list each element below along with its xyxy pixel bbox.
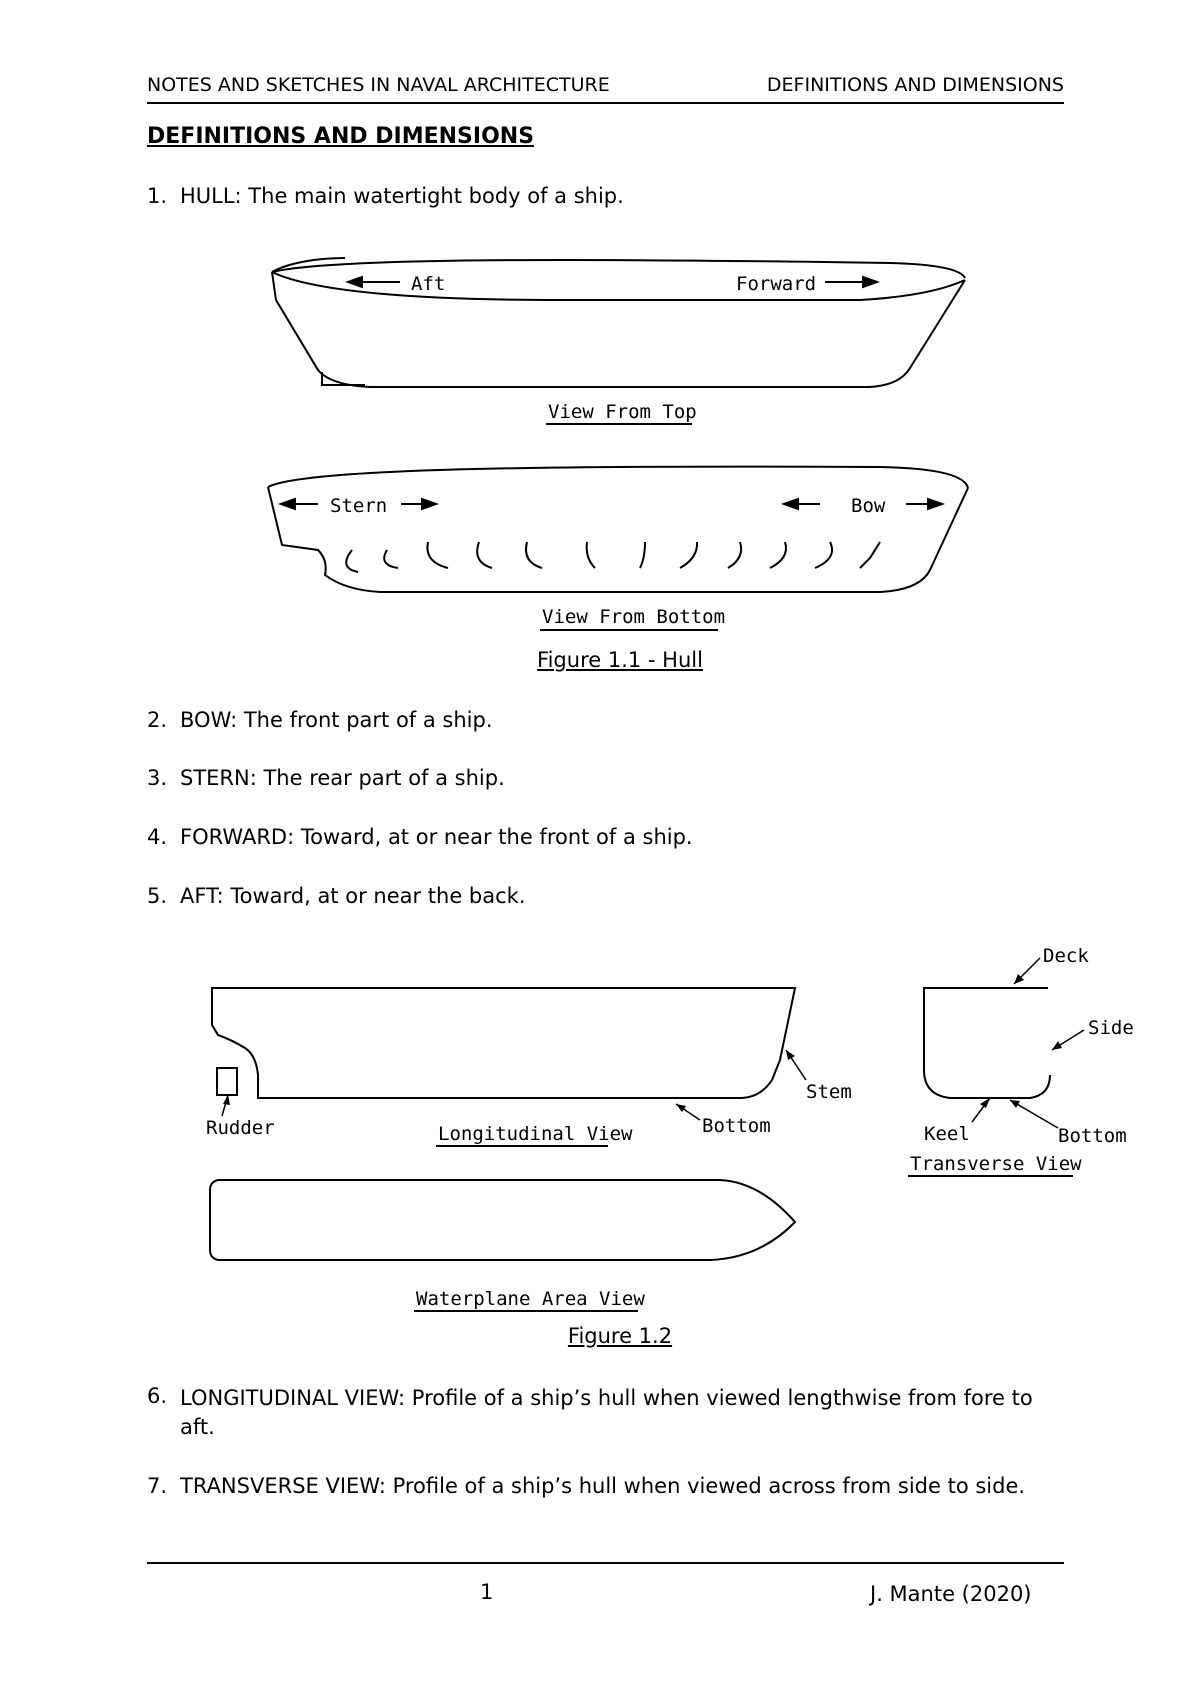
side-label: Side <box>1088 1017 1134 1039</box>
page-number: 1 <box>480 1580 494 1604</box>
view-top-label: View From Top <box>548 401 697 423</box>
bottom2-label: Bottom <box>1058 1125 1127 1147</box>
item-number: 3. <box>147 766 168 790</box>
footer-rule <box>147 1562 1064 1564</box>
bottom-label: Bottom <box>702 1115 771 1137</box>
item-text: LONGITUDINAL VIEW: Profile of a ship’s hull when viewed lengthwise from fore to aft. <box>180 1386 1033 1439</box>
figure-1-1-caption: Figure 1.1 - Hull <box>537 648 703 672</box>
item-text: TRANSVERSE VIEW: Profile of a ship’s hull when viewed across from side to side. <box>180 1474 1026 1498</box>
rudder-shape <box>217 1068 237 1095</box>
transverse-hull <box>924 988 1050 1098</box>
item-text: FORWARD: Toward, at or near the front of a ship. <box>180 825 693 849</box>
header-right: DEFINITIONS AND DIMENSIONS <box>766 74 1064 96</box>
figure-1-2-caption: Figure 1.2 <box>567 1324 673 1348</box>
author-credit: J. Mante (2020) <box>870 1582 1032 1606</box>
longitudinal-view-label: Longitudinal View <box>438 1123 633 1145</box>
bow-label: Bow <box>851 495 886 517</box>
item-text: AFT: Toward, at or near the back. <box>180 884 526 908</box>
list-item <box>147 1474 1025 1498</box>
waterplane-view-label: Waterplane Area View <box>416 1288 645 1310</box>
stern-label: Stern <box>330 495 388 517</box>
item-number: 6. <box>147 1384 168 1408</box>
item-text: HULL: The main watertight body of a ship. <box>180 184 624 208</box>
keel-label: Keel <box>924 1123 970 1145</box>
item-number: 2. <box>147 708 168 732</box>
rudder-label: Rudder <box>206 1117 275 1139</box>
stem-label: Stem <box>806 1081 852 1103</box>
page-title: DEFINITIONS AND DIMENSIONS <box>147 124 535 149</box>
item-number: 5. <box>147 884 168 908</box>
item-text: STERN: The rear part of a ship. <box>180 766 505 790</box>
transverse-view-label: Transverse View <box>910 1153 1082 1175</box>
longitudinal-hull <box>212 988 795 1098</box>
waterplane-hull <box>210 1180 795 1260</box>
item-text: BOW: The front part of a ship. <box>180 708 493 732</box>
view-bottom-label: View From Bottom <box>542 606 726 628</box>
item-number: 1. <box>147 184 168 208</box>
item-number: 4. <box>147 825 168 849</box>
item-number: 7. <box>147 1474 168 1498</box>
aft-label: Aft <box>411 273 446 295</box>
header-left: NOTES AND SKETCHES IN NAVAL ARCHITECTURE <box>147 74 610 96</box>
deck-label: Deck <box>1043 945 1089 967</box>
forward-label: Forward <box>736 273 817 295</box>
list-item <box>147 1384 1033 1439</box>
